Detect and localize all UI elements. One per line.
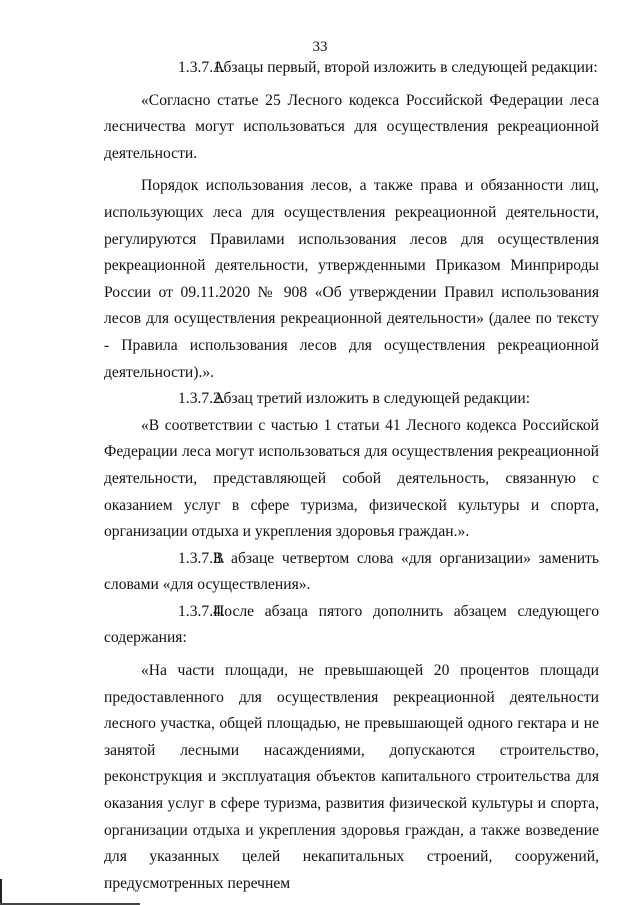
clause-number: 1.3.7.1.: [178, 59, 225, 76]
clause-text: Абзацы первый, второй изложить в следующей редакции:: [213, 59, 598, 76]
clause-number: 1.3.7.4.: [178, 602, 225, 620]
clause-1-3-7-4: [104, 599, 599, 652]
clause-1-3-7-2: [104, 386, 599, 413]
quoted-paragraph: Порядок использования лесов, а также права и обязанности лиц, использующих леса для осуществления рекреационной деятельности, регулируются Правилами использования лесов для осуществления рекреационной деятельности, утвержденными Приказом Минприроды России от 09.11.2020 № 908 «Об утверждении Правил использования лесов для осуществления рекреационной деятельности» (далее по тексту - Правила использования лесов для осуществления рекреационной деятельности).».: [104, 177, 599, 381]
clause-text: После абзаца пятого дополнить абзацем следующего содержания:: [104, 602, 599, 647]
quoted-paragraph: «Согласно статье 25 Лесного кодекса Российской Федерации леса лесничества могут использоваться для осуществления рекреационной деятельности.: [104, 91, 599, 162]
quoted-paragraph: «На части площади, не превышающей 20 процентов площади предоставленного для осуществления рекреационной деятельности лесного участка, общей площадью, не превышающей одного гектара и не занятой лесными насаждениями, допускаются строительство, реконструкция и эксплуатация объектов капитального строительства для оказания услуг в сфере туризма, развития физической культуры и спорта, организации отдыха и укрепления здоровья граждан, а также возведение для указанных целей некапитальных строений, сооружений, предусмотренных перечнем: [104, 662, 599, 892]
document-body: [104, 55, 599, 897]
clause-1-3-7-3: [104, 546, 599, 599]
scan-border-mark: [0, 879, 8, 905]
clause-1-3-7-1: [104, 55, 599, 82]
quoted-paragraph: «В соответствии с частью 1 статьи 41 Лесного кодекса Российской Федерации леса могут использоваться для осуществления рекреационной деятельности, представляющей собой деятельность, связанную с оказанием услуг в сфере туризма, физической культуры и спорта, организации отдыха и укрепления здоровья граждан.».: [104, 416, 599, 541]
clause-text: В абзаце четвертом слова «для организации» заменить словами «для осуществления».: [104, 549, 599, 594]
clause-number: 1.3.7.2.: [178, 390, 225, 408]
clause-text: Абзац третий изложить в следующей редакции:: [213, 390, 531, 408]
page-number: 33: [312, 39, 328, 55]
clause-number: 1.3.7.3.: [178, 549, 225, 567]
